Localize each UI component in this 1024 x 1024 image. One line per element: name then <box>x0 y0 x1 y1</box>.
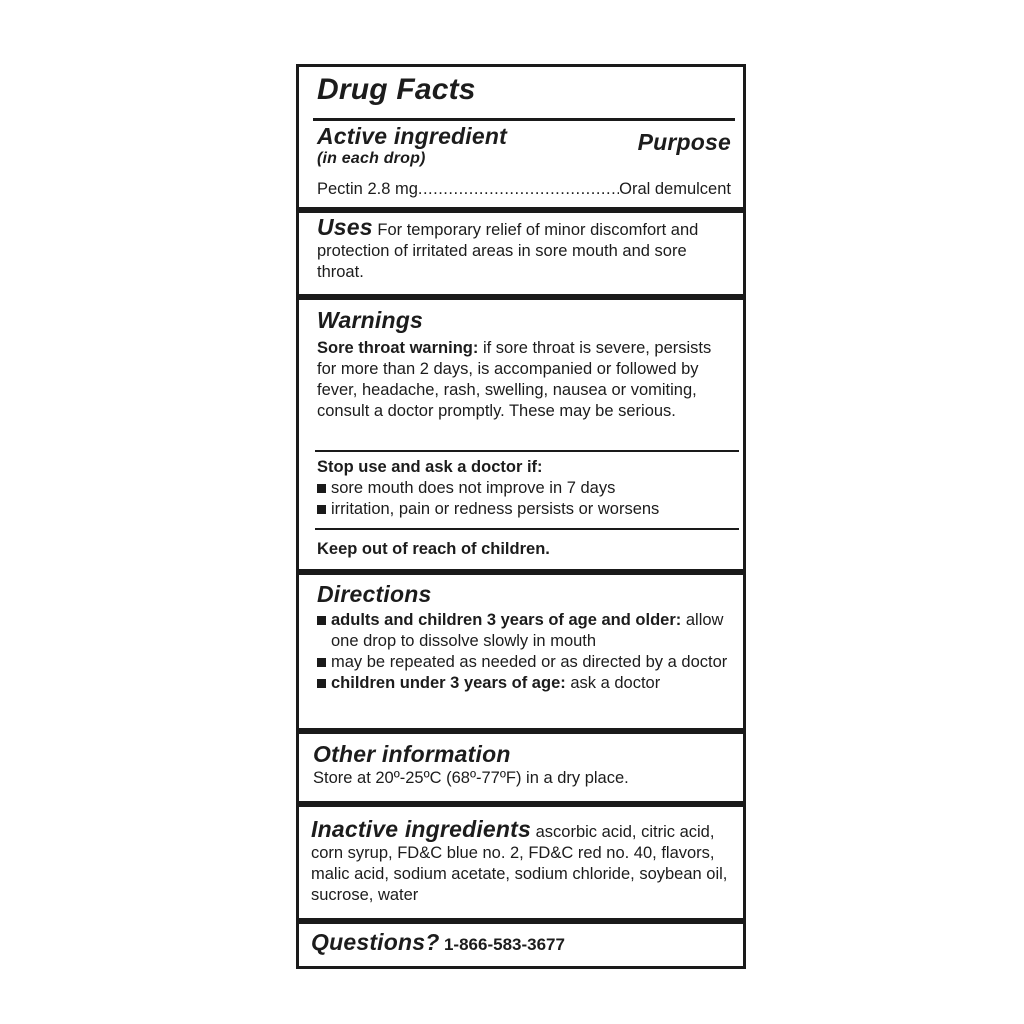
square-bullet-icon <box>317 658 326 667</box>
directions-section <box>317 581 731 694</box>
directions-item: children under 3 years of age: ask a doctor <box>317 673 731 694</box>
title-section <box>317 73 743 107</box>
questions-phone: 1-866-583-3677 <box>443 935 565 954</box>
stop-use-section <box>317 457 733 520</box>
inactive-ingredients-section <box>311 816 737 906</box>
keep-out-text: Keep out of reach of children. <box>317 540 550 558</box>
ingredient-purpose: Oral demulcent <box>619 180 731 198</box>
active-ingredient-heading: Active ingredient <box>317 123 507 149</box>
section-rule <box>299 294 743 300</box>
active-ingredient-subheading: (in each drop) <box>317 150 426 167</box>
questions-heading: Questions? <box>311 929 440 955</box>
stop-use-heading: Stop use and ask a doctor if: <box>317 458 543 476</box>
questions-section <box>311 929 743 956</box>
other-information-section <box>313 741 731 789</box>
directions-item: adults and children 3 years of age and older: allow one drop to dissolve slowly in mouth <box>317 610 731 652</box>
section-rule <box>299 918 743 924</box>
uses-heading: Uses <box>317 214 373 240</box>
directions-item: may be repeated as needed or as directed by a doctor <box>317 652 731 673</box>
section-rule <box>299 207 743 213</box>
stop-use-item: sore mouth does not improve in 7 days <box>317 478 733 499</box>
sore-throat-warning <box>317 338 733 422</box>
warnings-section <box>317 307 733 422</box>
square-bullet-icon <box>317 679 326 688</box>
inactive-ingredients-text: ascorbic acid, citric acid, corn syrup, FD&C blue no. 2, FD&C red no. 40, flavors, malic acid, sodium acetate, sodium chloride, soybean oil, sucrose, water <box>311 823 728 904</box>
purpose-heading: Purpose <box>637 129 731 155</box>
section-rule <box>299 801 743 807</box>
ingredient-row <box>317 179 731 200</box>
square-bullet-icon <box>317 484 326 493</box>
drug-facts-label <box>296 64 746 969</box>
keep-out-section <box>317 539 743 560</box>
square-bullet-icon <box>317 505 326 514</box>
active-ingredient-section <box>317 123 731 205</box>
ingredient-name: Pectin 2.8 mg <box>317 180 418 198</box>
other-information-heading: Other information <box>313 741 511 767</box>
uses-section <box>317 214 729 283</box>
title-rule <box>313 118 735 121</box>
inactive-ingredients-heading: Inactive ingredients <box>311 816 532 842</box>
section-rule <box>299 728 743 734</box>
warnings-heading: Warnings <box>317 307 423 333</box>
warnings-rule <box>315 450 739 452</box>
warnings-rule <box>315 528 739 530</box>
directions-heading: Directions <box>317 581 432 607</box>
other-information-text: Store at 20º-25ºC (68º-77ºF) in a dry place. <box>313 769 629 787</box>
leader-dots <box>418 179 619 200</box>
square-bullet-icon <box>317 616 326 625</box>
page-title: Drug Facts <box>317 73 476 106</box>
sore-throat-text: if sore throat is severe, persists for more than 2 days, is accompanied or followed by fever, headache, rash, swelling, nausea or vomiting, consult a doctor promptly. These may be serious. <box>317 339 712 420</box>
section-rule <box>299 569 743 575</box>
uses-text: For temporary relief of minor discomfort and protection of irritated areas in sore mouth and sore throat. <box>317 221 699 281</box>
sore-throat-label: Sore throat warning: <box>317 339 479 357</box>
stop-use-item: irritation, pain or redness persists or worsens <box>317 499 733 520</box>
